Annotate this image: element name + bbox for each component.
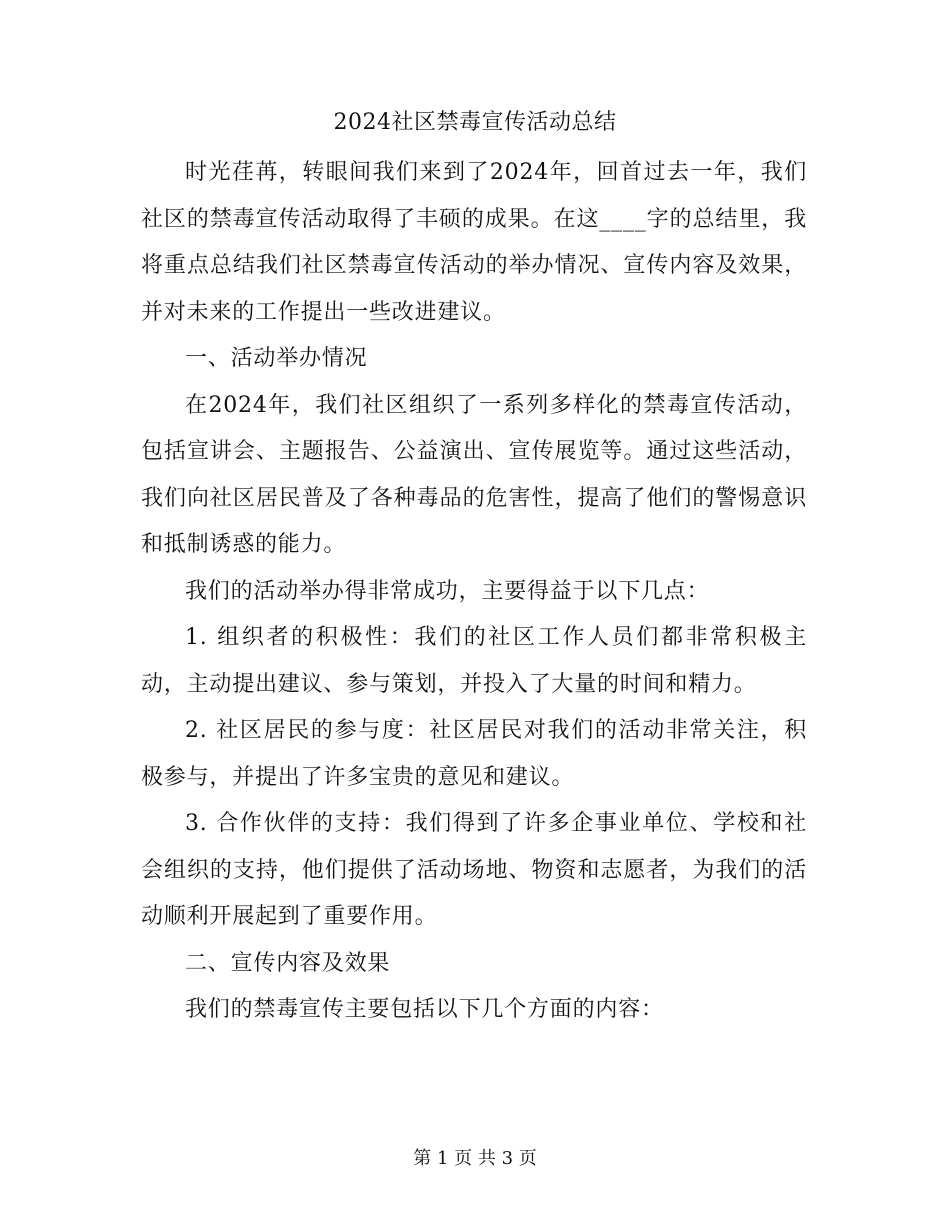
list-item-residents: 2. 社区居民的参与度：社区居民对我们的活动非常关注，积极参与，并提出了许多宝贵的意见和建议。 — [141, 718, 807, 790]
activities-paragraph: 在2024年，我们社区组织了一系列多样化的禁毒宣传活动，包括宣讲会、主题报告、公益演出、宣传展览等。通过这些活动，我们向社区居民普及了各种毒品的危害性，提高了他们的警惕意识和抵制诱惑的能力。 — [141, 392, 807, 557]
intro-paragraph: 时光荏苒，转眼间我们来到了2024年，回首过去一年，我们社区的禁毒宣传活动取得了丰硕的成果。在这____字的总结里，我将重点总结我们社区禁毒宣传活动的举办情况、宣传内容及效果，并对未来的工作提出一些改进建议。 — [141, 160, 807, 325]
document-title: 2024社区禁毒宣传活动总结 — [333, 110, 617, 135]
content-intro-paragraph: 我们的禁毒宣传主要包括以下几个方面的内容： — [185, 997, 664, 1022]
section-heading-activities: 一、活动举办情况 — [185, 346, 368, 371]
list-item-partners: 3. 合作伙伴的支持：我们得到了许多企事业单位、学校和社会组织的支持，他们提供了活动场地、物资和志愿者，为我们的活动顺利开展起到了重要作用。 — [141, 811, 807, 929]
document-body — [141, 150, 807, 1034]
section-heading-content: 二、宣传内容及效果 — [185, 950, 391, 976]
success-intro-paragraph: 我们的活动举办得非常成功，主要得益于以下几点： — [185, 578, 710, 604]
page-number-footer: 第 1 页 共 3 页 — [413, 1148, 537, 1169]
list-item-organizers: 1. 组织者的积极性：我们的社区工作人员们都非常积极主动，主动提出建议、参与策划，并投入了大量的时间和精力。 — [141, 625, 807, 697]
